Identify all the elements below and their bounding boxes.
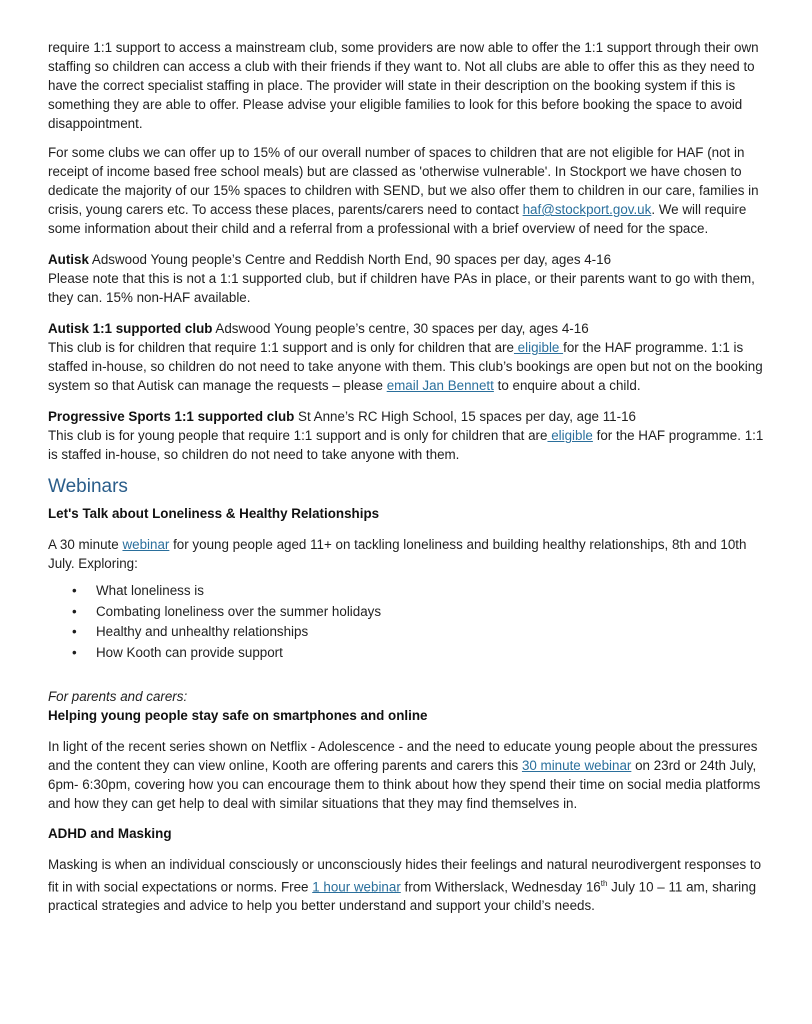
club-detail: Adswood Young people’s Centre and Reddish North End, 90 spaces per day, ages 4-16 (88, 252, 612, 267)
adhd-text-a: Masking is when an individual consciously or unconsciously hides their feelings and natural neurodivergent responses to fit in with social expectations or norms. Free (48, 857, 762, 895)
list-item-label: What loneliness is (96, 583, 204, 598)
ordinal-suffix: th (600, 879, 608, 888)
smartphones-webinar-description (48, 737, 768, 813)
document-page (48, 38, 768, 915)
smartphones-text-a: In light of the recent series shown on Netflix - Adolescence - and the need to educate young people about the pressures and the content they can view online, Kooth are offering parents and carers this (48, 739, 758, 773)
haf-email-link[interactable]: haf@stockport.gov.uk (522, 202, 652, 217)
bullet-icon: • (72, 583, 77, 598)
intro-p2-text-b: . We will require some information about their child and a referral from a professional with a brief overview of need for the space. (48, 202, 747, 236)
adhd-text-b: from Witherslack, Wednesday 16 (400, 879, 601, 895)
intro-paragraph-2 (48, 143, 768, 238)
list-item (72, 622, 768, 643)
adhd-text-c: July 10 – 11 am, sharing practical strategies and advice to help you better understand and support your child’s needs. (48, 879, 757, 914)
club-autisk (48, 250, 768, 307)
list-item (72, 581, 768, 602)
club-description-a: This club is for children that require 1:1 support and is only for children that are (48, 340, 514, 355)
bullet-icon: • (72, 603, 77, 619)
club-detail: St Anne’s RC High School, 15 spaces per day, age 11-16 (294, 409, 636, 424)
club-detail: Adswood Young people’s centre, 30 spaces per day, ages 4-16 (212, 321, 589, 336)
eligible-link[interactable]: eligible (513, 340, 564, 355)
bullet-icon: • (72, 644, 77, 660)
list-item (72, 602, 768, 623)
audience-label: For parents and carers: (48, 689, 188, 704)
club-name: Autisk 1:1 supported club (48, 321, 213, 336)
adhd-webinar-title: ADHD and Masking (48, 826, 172, 841)
list-item-label: Healthy and unhealthy relationships (96, 624, 309, 639)
club-progressive-sports (48, 407, 768, 464)
club-description: Please note that this is not a 1:1 supported club, but if children have PAs in place, or their parents want to go with them, they can. 15% non-HAF available. (48, 271, 755, 305)
eligible-link[interactable]: eligible (547, 428, 593, 443)
webinar-link[interactable]: webinar (122, 537, 170, 552)
intro-p2-text-a: For some clubs we can offer up to 15% of our overall number of spaces to children that are not eligible for HAF (not in receipt of income based free school meals) but are classed as 'otherwise vulnerable'. In Stockport we have chosen to dedicate the majority of our 15% spaces to children with SEND, but we also offer them to children in our care, families in crisis, young carers etc. To access these places, parents/carers need to contact (48, 145, 759, 217)
club-description-c: to enquire about a child. (493, 378, 641, 393)
webinars-heading: Webinars (48, 476, 128, 497)
club-name: Autisk (48, 252, 89, 267)
club-description-b: for the HAF programme. 1:1 is staffed in-house, so children do not need to take anyone with them. (48, 428, 764, 462)
smartphones-text-b: on 23rd or 24th July, 6pm- 6:30pm, covering how you can encourage them to think about how they spend their time on social media platforms and how they can get help to deal with similar situations that they may find themselves in. (48, 758, 761, 811)
club-description-a: This club is for young people that require 1:1 support and is only for children that are (48, 428, 548, 443)
list-item-label: Combating loneliness over the summer holidays (96, 603, 382, 619)
loneliness-topics-list (48, 581, 768, 663)
club-autisk-supported (48, 319, 768, 395)
email-jan-bennett-link[interactable]: email Jan Bennett (386, 378, 494, 393)
loneliness-text-a: A 30 minute (48, 537, 123, 552)
list-item (72, 643, 768, 664)
1-hour-webinar-link[interactable]: 1 hour webinar (312, 879, 401, 895)
club-name: Progressive Sports 1:1 supported club (48, 409, 295, 424)
club-description-b: for the HAF programme. 1:1 is staffed in-house, so children do not need to take anyone with them. This club’s bookings are open but not on the booking system so that Autisk can manage the requests – please (48, 340, 763, 393)
30-minute-webinar-link[interactable]: 30 minute webinar (521, 758, 632, 773)
adhd-webinar-description (48, 855, 768, 915)
loneliness-text-b: for young people aged 11+ on tackling loneliness and building healthy relationships, 8th and 10th July. Exploring: (48, 537, 747, 571)
bullet-icon: • (72, 624, 77, 639)
intro-paragraph-1: require 1:1 support to access a mainstream club, some providers are now able to offer the 1:1 support through their own staffing so children can access a club with their friends if they want to. Not all clubs are able to offer this as they need to have the correct specialist staffing in place. The provider will state in their description on the booking system if this is something they are able to offer. Please advise your eligible families to look for this before booking the space to avoid disappointment. (48, 40, 759, 131)
list-item-label: How Kooth can provide support (96, 644, 283, 660)
smartphones-webinar-title: Helping young people stay safe on smartphones and online (48, 708, 428, 723)
loneliness-webinar-title: Let's Talk about Loneliness & Healthy Relationships (48, 506, 380, 521)
loneliness-webinar-description (48, 535, 768, 573)
